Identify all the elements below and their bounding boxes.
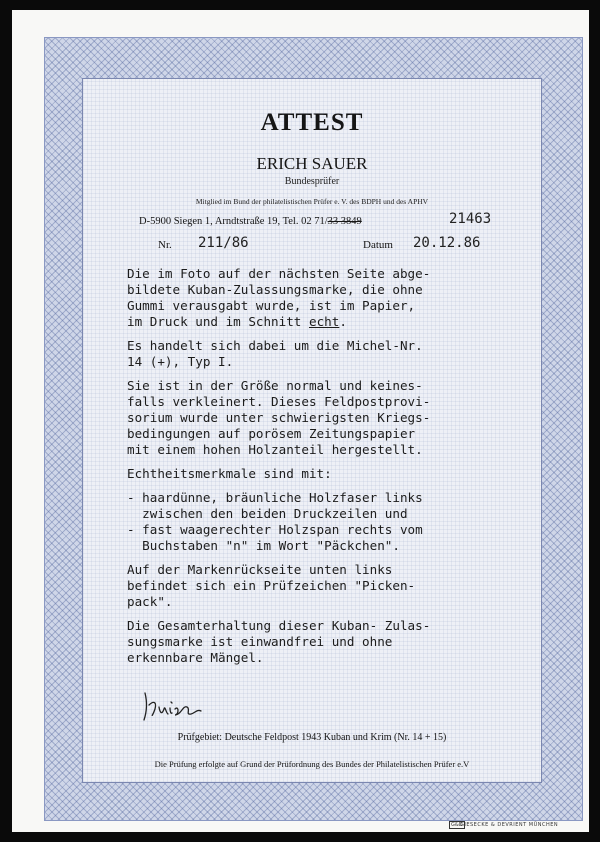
body-line: Auf der Markenrückseite unten links xyxy=(127,562,393,577)
body-line: 14 (+), Typ I. xyxy=(127,354,234,369)
body-line: - haardünne, bräunliche Holzfaser links xyxy=(127,490,423,505)
signature xyxy=(141,687,207,725)
paragraph-5 xyxy=(127,490,537,554)
body-line: erkennbare Mängel. xyxy=(127,650,264,665)
printer-imprint: GIESECKE & DEVRIENT MÜNCHEN xyxy=(460,822,559,828)
body-line: befindet sich ein Prüfzeichen "Picken- xyxy=(127,578,416,593)
issuer-membership: Mitglied im Bund der philatelistischen Prüfer e. V. des BDPH und des APHV xyxy=(195,197,429,206)
underlined-word: echt xyxy=(308,314,340,329)
crossed-phone: 33 3849 xyxy=(327,216,362,227)
body-line: Die im Foto auf der nächsten Seite abge- xyxy=(127,266,431,281)
body-line: - fast waagerechter Holzspan rechts vom xyxy=(127,522,423,537)
body-line: pack". xyxy=(127,594,173,609)
body-line: falls verkleinert. Dieses Feldpostprovi- xyxy=(127,394,431,409)
body-line: Sie ist in der Größe normal und keines- xyxy=(127,378,423,393)
body-line: sorium wurde unter schwierigsten Kriegs- xyxy=(127,410,431,425)
issuer-name: ERICH SAUER xyxy=(256,154,368,173)
body-line: Gummi verausgabt wurde, ist im Papier, xyxy=(127,298,416,313)
issuer-role: Bundesprüfer xyxy=(284,176,340,187)
paragraph-3 xyxy=(127,378,537,458)
body-line: Buchstaben "n" im Wort "Päckchen". xyxy=(127,538,400,553)
date-value: 20.12.86 xyxy=(413,235,481,251)
address-text: D-5900 Siegen 1, Arndtstraße 19, Tel. 02 71/ xyxy=(139,216,328,227)
body-line: mit einem hohen Holzanteil hergestellt. xyxy=(127,442,423,457)
nr-label: Nr. xyxy=(158,239,172,251)
body-line: Es handelt sich dabei um die Michel-Nr. xyxy=(127,338,423,353)
paragraph-4 xyxy=(127,466,537,482)
issuer-phone-stamp: 21463 xyxy=(449,211,492,227)
punctuation: . xyxy=(339,314,347,329)
certificate-body xyxy=(127,266,537,674)
paragraph-6 xyxy=(127,562,537,610)
certificate-inner-panel xyxy=(82,78,542,783)
paragraph-7 xyxy=(127,618,537,666)
body-line: im Druck und im Schnitt xyxy=(127,314,309,329)
certificate-title: ATTEST xyxy=(260,109,364,136)
body-line: sungsmarke ist einwandfrei und ohne xyxy=(127,634,393,649)
body-line: Die Gesamterhaltung dieser Kuban- Zulas- xyxy=(127,618,431,633)
body-line: bedingungen auf porösem Zeitungspapier xyxy=(127,426,416,441)
pruefgebiet: Prüfgebiet: Deutsche Feldpost 1943 Kuban und Krim (Nr. 14 + 15) xyxy=(177,732,447,743)
body-line: Echtheitsmerkmale sind mit: xyxy=(127,466,332,481)
date-label: Datum xyxy=(363,239,393,251)
body-line: bildete Kuban-Zulassungsmarke, die ohne xyxy=(127,282,423,297)
body-line: zwischen den beiden Druckzeilen und xyxy=(127,506,408,521)
footer-note: Die Prüfung erfolgte auf Grund der Prüfordnung des Bundes der Philatelistischen Prüfer e.V xyxy=(154,759,470,769)
nr-value: 211/86 xyxy=(198,235,249,251)
paragraph-2 xyxy=(127,338,537,370)
printer-logo: G&D xyxy=(451,822,463,828)
issuer-address xyxy=(139,216,362,227)
paragraph-1 xyxy=(127,266,537,330)
certificate-paper xyxy=(12,10,589,832)
